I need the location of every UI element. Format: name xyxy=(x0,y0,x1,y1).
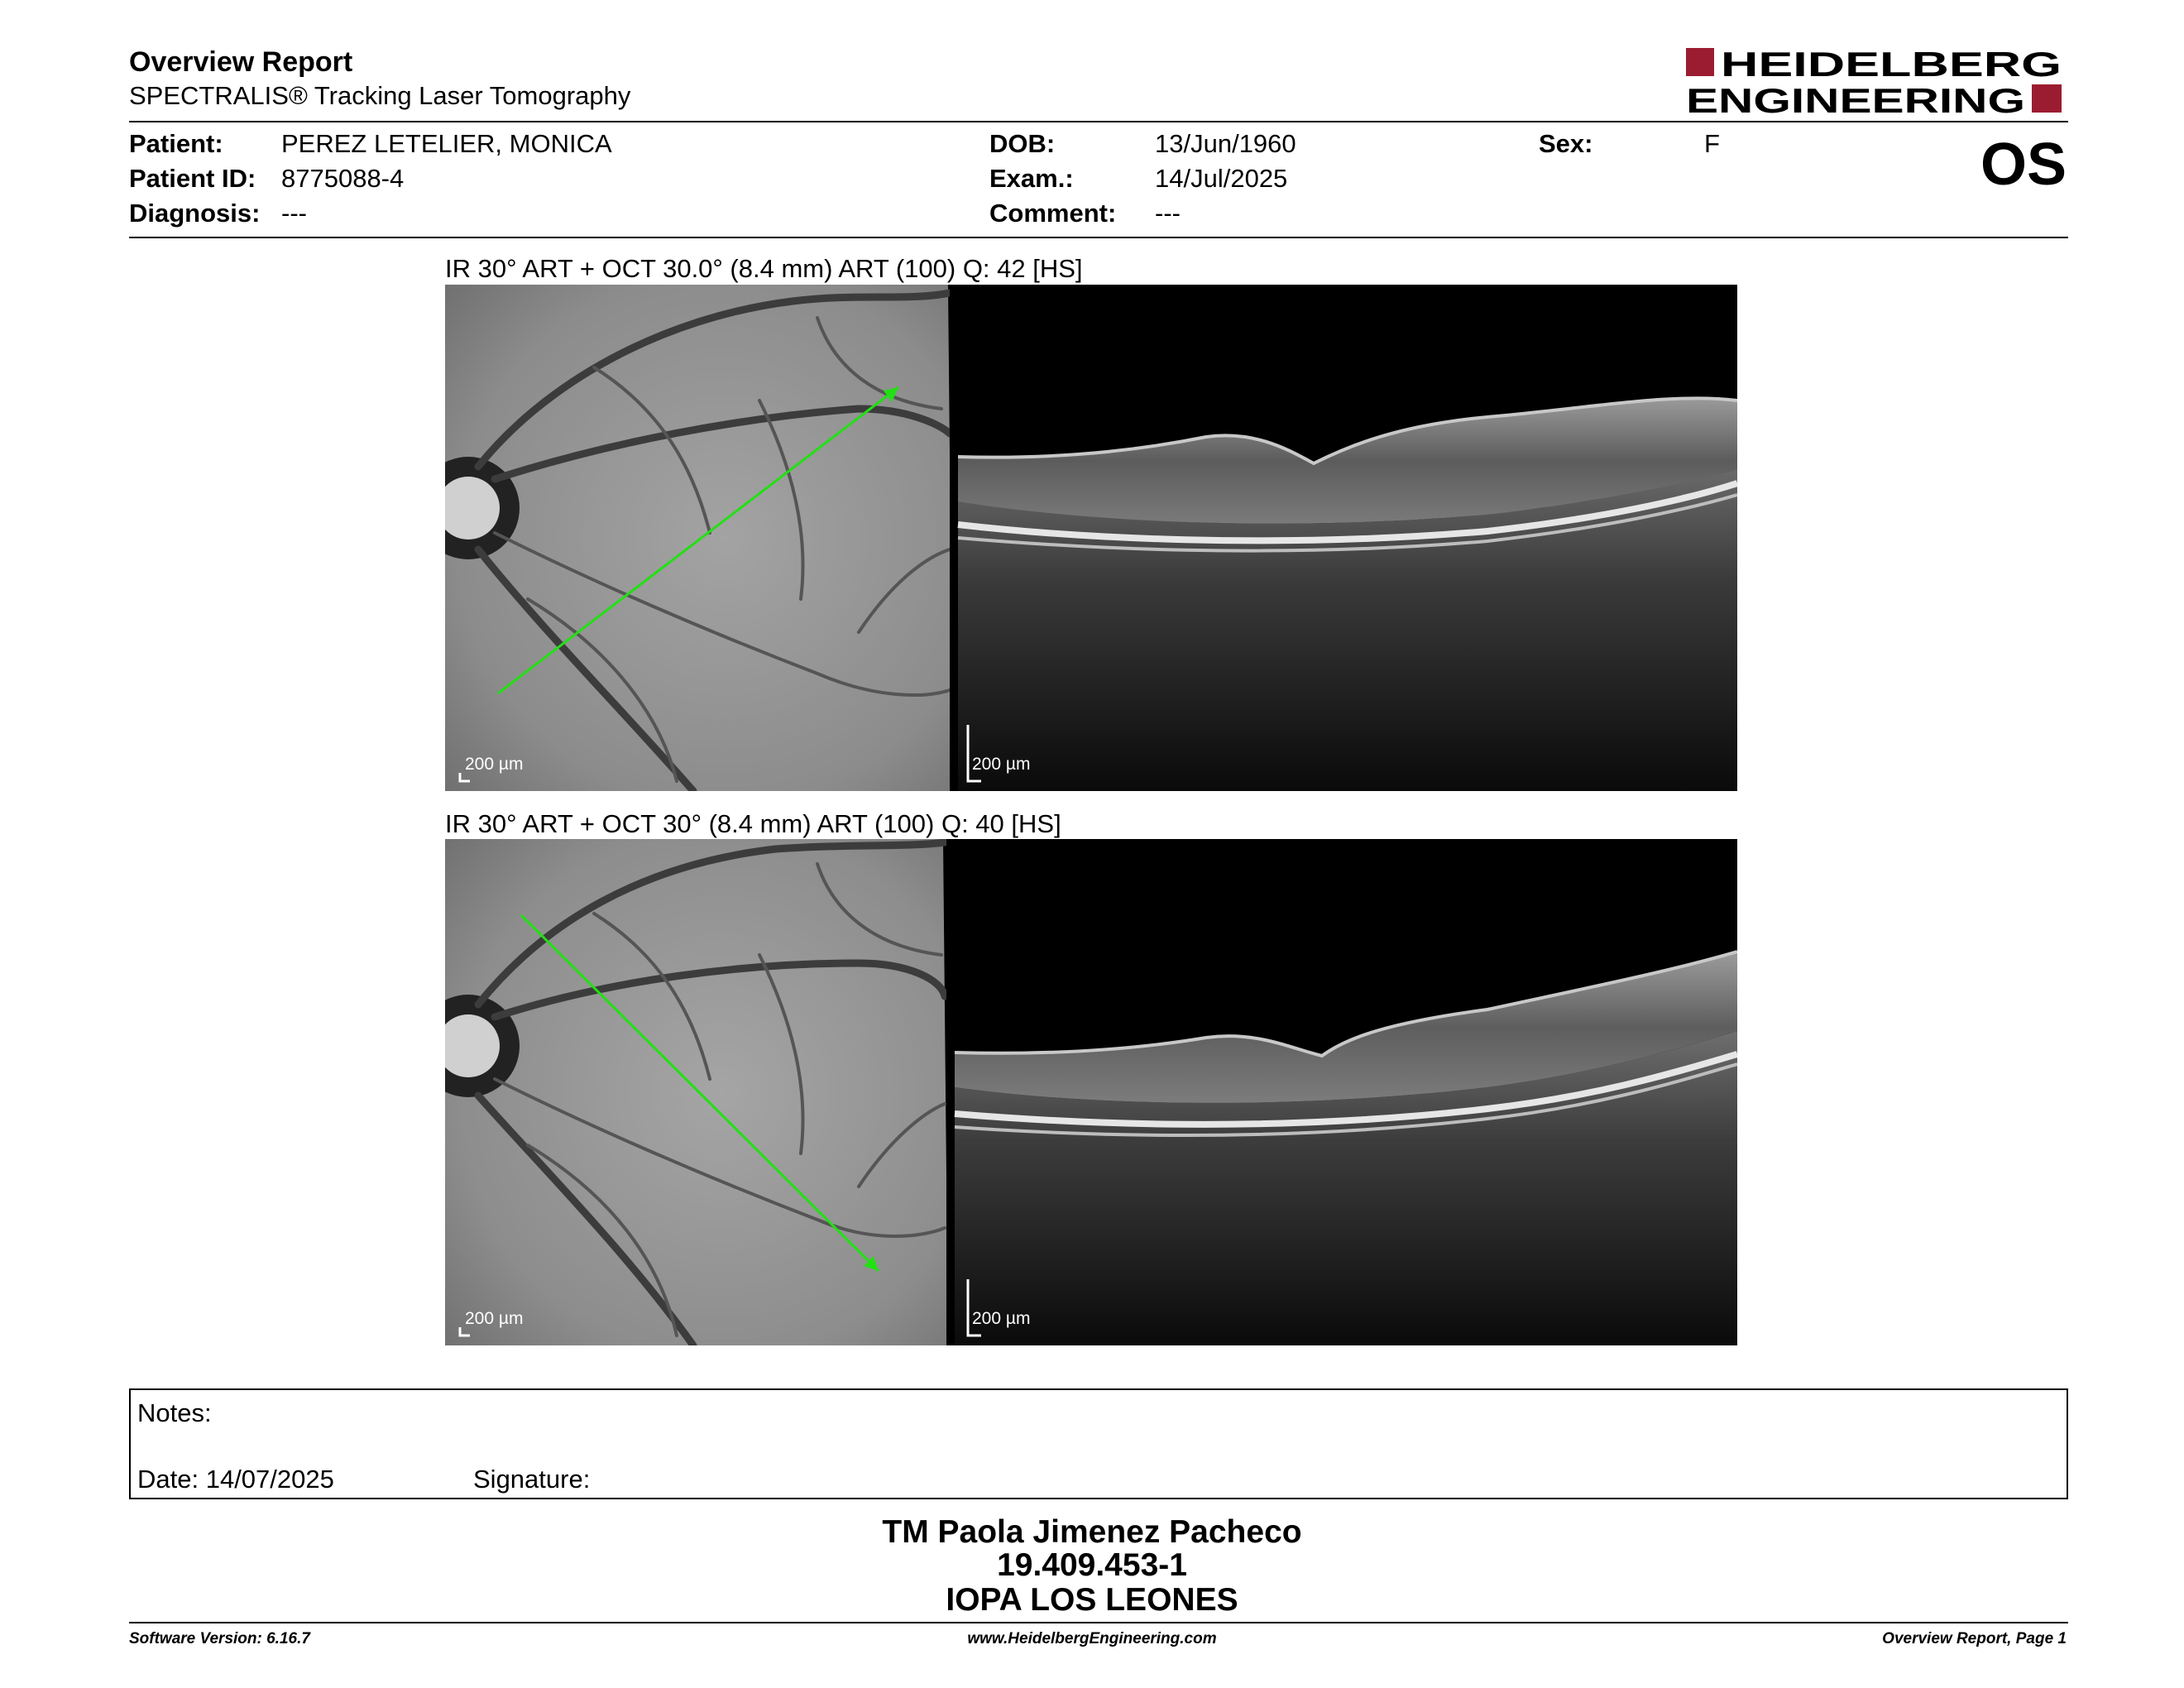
sex-value: F xyxy=(1704,129,1720,158)
scale-label-oct-1: 200 µm xyxy=(972,755,1031,774)
ir-fundus-image-2 xyxy=(445,839,948,1345)
page-number: Overview Report, Page 1 xyxy=(1882,1630,2067,1647)
exam-date: 14/Jul/2025 xyxy=(1155,164,1288,193)
software-version: Software Version: 6.16.7 xyxy=(129,1630,310,1647)
stamp-id: 19.409.453-1 xyxy=(997,1547,1187,1583)
header-divider xyxy=(129,121,2068,122)
heidelberg-logo xyxy=(1679,43,2068,117)
diagnosis-label: Diagnosis: xyxy=(129,199,261,228)
sex-label: Sex: xyxy=(1539,129,1593,158)
eye-indicator: OS xyxy=(1980,132,2067,198)
scale-label-oct-2: 200 µm xyxy=(972,1309,1031,1328)
patient-id: 8775088-4 xyxy=(281,164,405,193)
report-title: Overview Report xyxy=(129,46,353,78)
notes-date: Date: 14/07/2025 xyxy=(137,1465,334,1494)
notes-box xyxy=(129,1388,2068,1499)
scan-panel-2 xyxy=(445,839,1737,1345)
patient-label: Patient: xyxy=(129,129,223,158)
scan-title-1: IR 30° ART + OCT 30.0° (8.4 mm) ART (100) Q: 42 [HS] xyxy=(445,254,1083,283)
exam-label: Exam.: xyxy=(989,164,1074,193)
dob-value: 13/Jun/1960 xyxy=(1155,129,1296,158)
comment-value: --- xyxy=(1155,199,1181,228)
notes-label: Notes: xyxy=(137,1398,212,1427)
stamp-organization: IOPA LOS LEONES xyxy=(946,1582,1238,1618)
footer-divider xyxy=(129,1622,2068,1623)
ir-fundus-image-1 xyxy=(445,285,953,791)
oct-bscan-1 xyxy=(950,285,1737,791)
dob-label: DOB: xyxy=(989,129,1056,158)
diagnosis-value: --- xyxy=(281,199,307,228)
scale-label-ir-1: 200 µm xyxy=(465,755,524,774)
report-subtitle: SPECTRALIS® Tracking Laser Tomography xyxy=(129,81,631,110)
scan-title-2: IR 30° ART + OCT 30° (8.4 mm) ART (100) Q: 40 [HS] xyxy=(445,809,1061,838)
signature-label: Signature: xyxy=(473,1465,591,1494)
patient-divider xyxy=(129,237,2068,238)
stamp-name: TM Paola Jimenez Pacheco xyxy=(882,1514,1302,1550)
svg-text:ENGINEERING: ENGINEERING xyxy=(1686,81,2025,117)
svg-text:HEIDELBERG: HEIDELBERG xyxy=(1721,45,2062,84)
scan-panel-1 xyxy=(445,285,1737,791)
website-link[interactable]: www.HeidelbergEngineering.com xyxy=(967,1630,1217,1647)
comment-label: Comment: xyxy=(989,199,1117,228)
patient-name: PEREZ LETELIER, MONICA xyxy=(281,129,612,158)
scale-label-ir-2: 200 µm xyxy=(465,1309,524,1328)
oct-bscan-2 xyxy=(946,839,1737,1345)
patient-id-label: Patient ID: xyxy=(129,164,256,193)
